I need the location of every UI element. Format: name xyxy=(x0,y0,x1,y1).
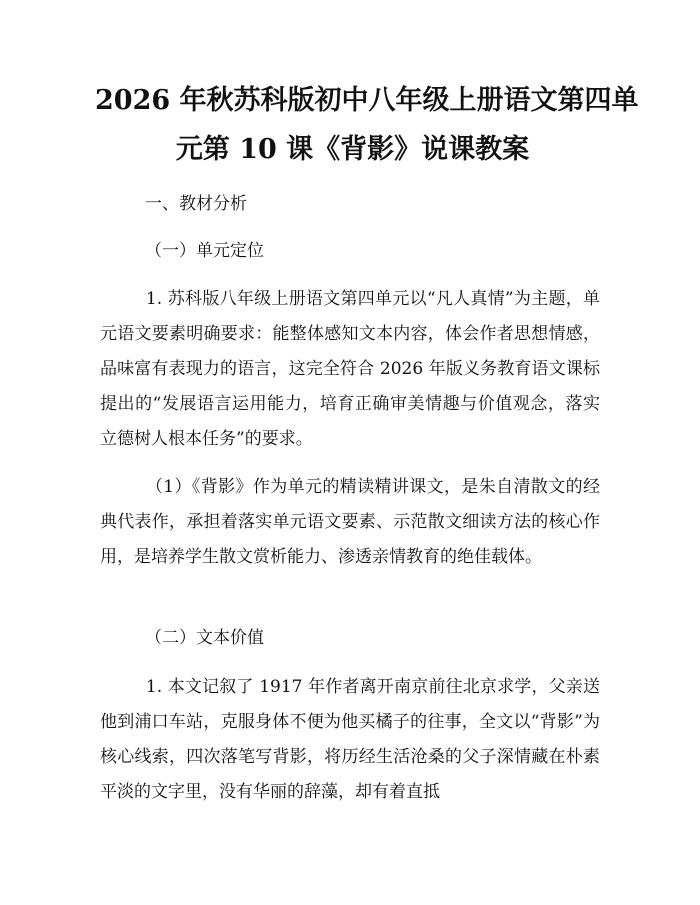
subsection-heading-text-value: （二）文本价值 xyxy=(145,628,264,648)
document-title-line-2: 元第 10 课《背影》说课教案 xyxy=(175,134,530,165)
document-title-line-1: 2026 年秋苏科版初中八年级上册语文第四单 xyxy=(95,85,639,116)
paragraph-text-summary: 1. 本文记叙了 1917 年作者离开南京前往北京求学，父亲送他到浦口车站，克服身体不便为他买橘子的往事，全文以“背影”为核心线索，四次落笔写背影，将历经生活沧桑的父子深情藏在朴素平淡的文字里，没有华丽的辞藻，却有着直抵 xyxy=(100,677,600,802)
section-heading-textbook-analysis: 一、教材分析 xyxy=(145,194,247,214)
paragraph-unit-theme: 1. 苏科版八年级上册语文第四单元以“凡人真情”为主题，单元语文要素明确要求：能整体感知文本内容，体会作者思想情感，品味富有表现力的语言，这完全符合 2026 年版义务教育语文课标提出的“发展语言运用能力，培育正确审美情趣与价值观念，落实立德树人根本任务”的要求。 xyxy=(100,289,600,449)
subsection-heading-unit-positioning: （一）单元定位 xyxy=(145,241,264,261)
paragraph-text-role: （1）《背影》作为单元的精读精讲课文，是朱自清散文的经典代表作，承担着落实单元语文要素、示范散文细读方法的核心作用，是培养学生散文赏析能力、渗透亲情教育的绝佳载体。 xyxy=(100,477,600,567)
